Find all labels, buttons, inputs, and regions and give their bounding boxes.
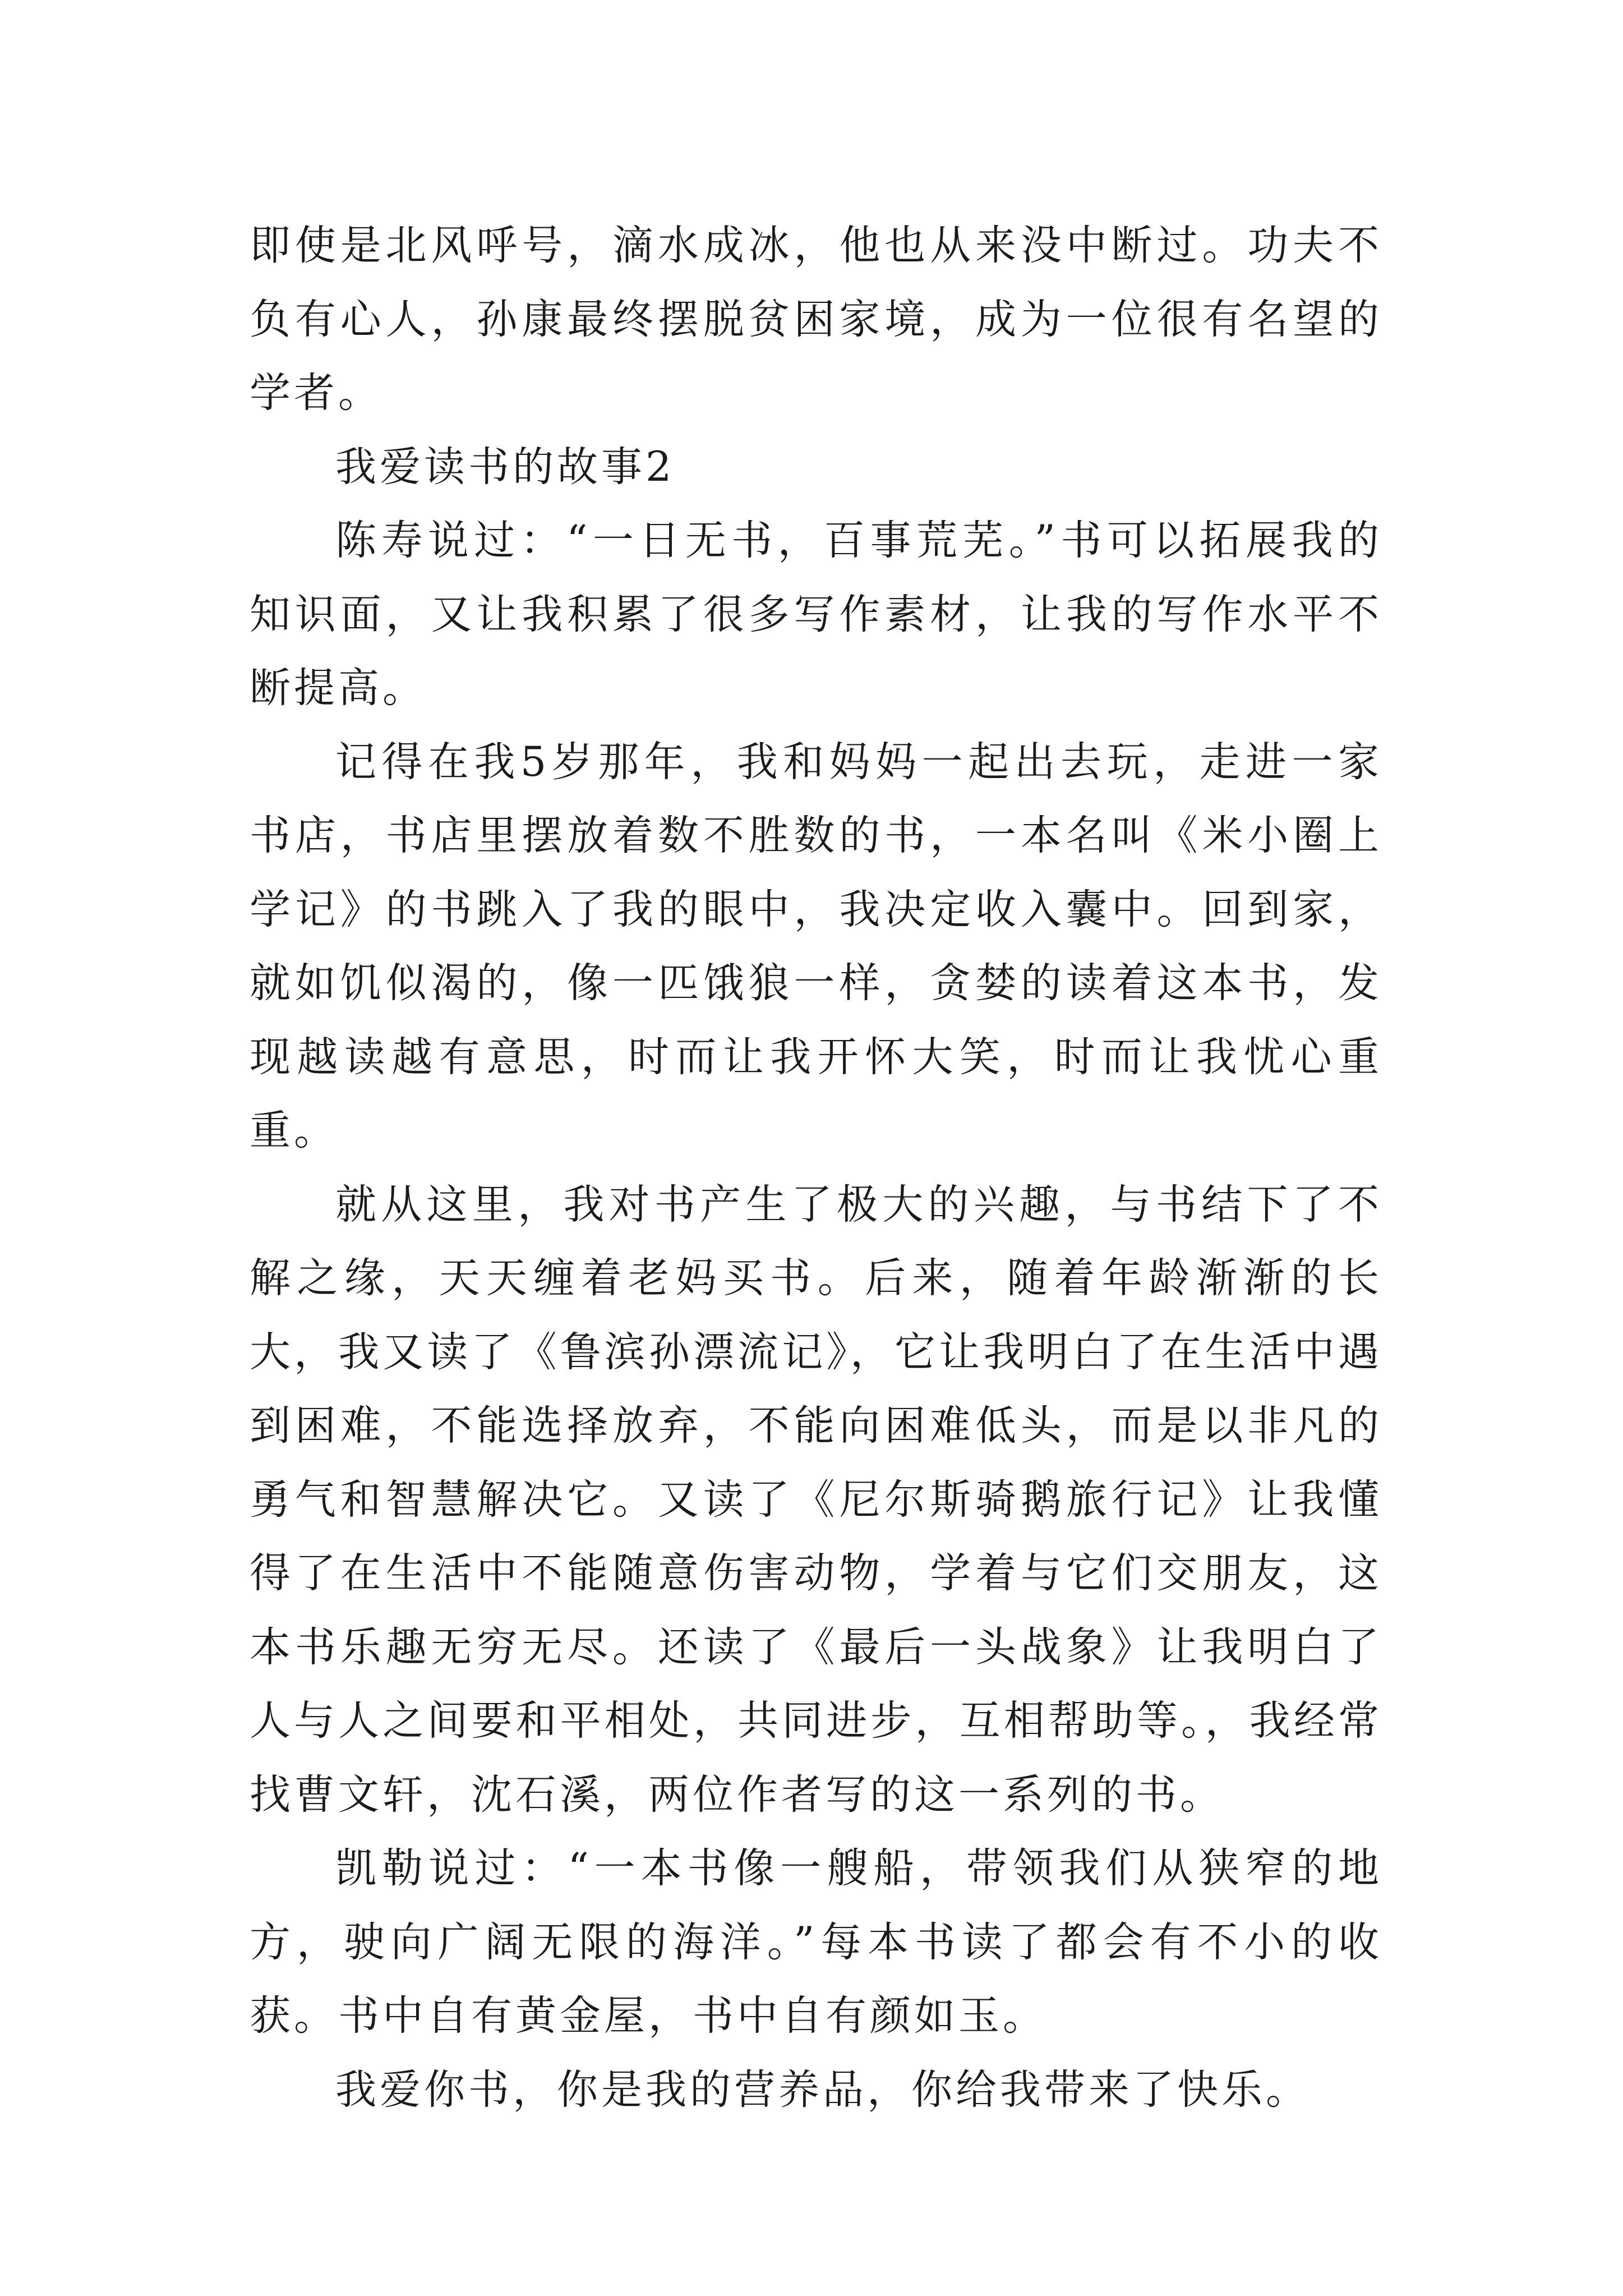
document-body: [250, 209, 1382, 2127]
paragraph-keller-quote: 凯勒说过：“一本书像一艘船，带领我们从狭窄的地方，驶向广阔无限的海洋。”每本书读了都会有不小的收获。书中自有黄金屋，书中自有颜如玉。: [250, 1844, 1382, 2040]
paragraph-childhood-bookstore: 记得在我5岁那年，我和妈妈一起出去玩，走进一家书店，书店里摆放着数不胜数的书，一本名叫《米小圈上学记》的书跳入了我的眼中，我决定收入囊中。回到家，就如饥似渴的，像一匹饿狼一样，贪婪的读着这本书，发现越读越有意思，时而让我开怀大笑，时而让我忧心重重。: [250, 738, 1382, 1154]
paragraph-continuation: 即使是北风呼号，滴水成冰，他也从来没中断过。功夫不负有心人，孙康最终摆脱贫困家境，成为一位很有名望的学者。: [250, 222, 1382, 417]
paragraph-chen-shou-quote: 陈寿说过：“一日无书，百事荒芜。”书可以拓展我的知识面，又让我积累了很多写作素材，让我的写作水平不断提高。: [250, 517, 1382, 712]
paragraph-closing: 我爱你书，你是我的营养品，你给我带来了快乐。: [335, 2065, 1310, 2114]
section-heading: 我爱读书的故事2: [335, 443, 675, 491]
paragraph-reading-interest: 就从这里，我对书产生了极大的兴趣，与书结下了不解之缘，天天缠着老妈买书。后来，随着年龄渐渐的长大，我又读了《鲁滨孙漂流记》，它让我明白了在生活中遇到困难，不能选择放弃，不能向困难低头，而是以非凡的勇气和智慧解决它。又读了《尼尔斯骑鹅旅行记》让我懂得了在生活中不能随意伤害动物，学着与它们交朋友，这本书乐趣无穷无尽。还读了《最后一头战象》让我明白了人与人之间要和平相处，共同进步，互相帮助等。，我经常找曹文轩，沈石溪，两位作者写的这一系列的书。: [250, 1180, 1382, 1819]
